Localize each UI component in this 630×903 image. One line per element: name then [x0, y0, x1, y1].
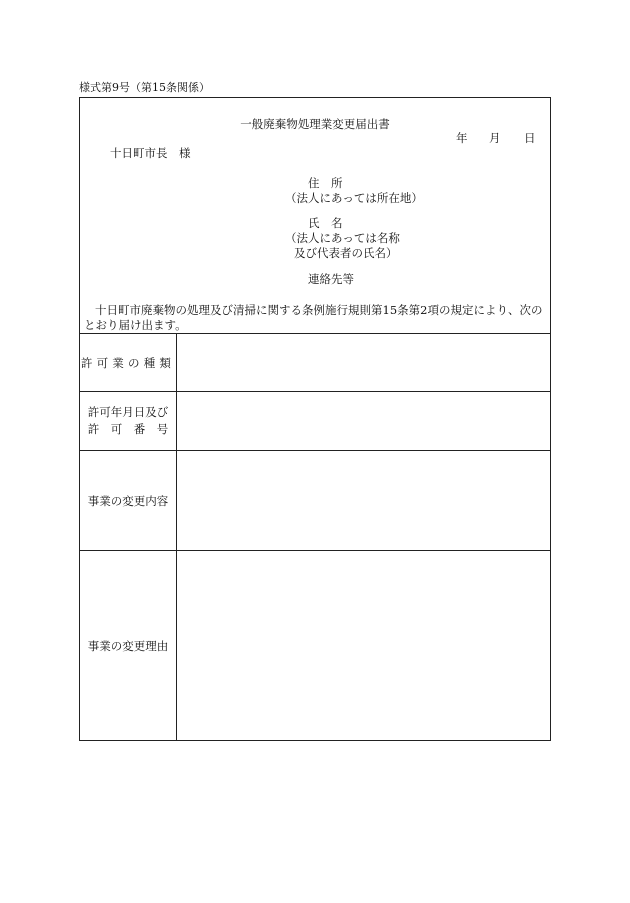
name-note-line1: （法人にあっては名称: [285, 231, 400, 245]
date-year: 年: [456, 131, 468, 145]
address-label: 住 所: [308, 176, 343, 190]
contact-label: 連絡先等: [308, 272, 354, 286]
date-month: 月: [489, 131, 501, 145]
body-line-2: とおり届け出ます。: [84, 318, 187, 332]
name-note-line2: 及び代表者の氏名）: [294, 246, 398, 260]
notification-form: [79, 97, 551, 741]
permit-date-number-value[interactable]: [177, 392, 550, 450]
row-label-change-reason: [80, 551, 176, 740]
name-label: 氏 名: [308, 216, 343, 230]
change-reason-value[interactable]: [177, 551, 550, 740]
form-number: 様式第9号（第15条関係）: [79, 81, 210, 94]
change-content-value[interactable]: [177, 451, 550, 550]
form-title: 一般廃棄物処理業変更届出書: [240, 117, 390, 131]
permit-date-label-line2: 許 可 番 号: [87, 422, 169, 436]
change-reason-label: 事業の変更理由: [87, 638, 169, 653]
date-day: 日: [524, 131, 536, 145]
address-note: （法人にあっては所在地）: [285, 191, 423, 205]
body-line-1: 十日町市廃棄物の処理及び清掃に関する条例施行規則第15条第2項の規定により、次の: [95, 303, 543, 317]
row-label-change-content: [80, 451, 176, 550]
row-label-permit-type: [80, 334, 176, 391]
permit-type-label: 許可業の種類: [80, 355, 176, 370]
row-label-permit-date-number: [80, 392, 176, 450]
permit-date-label-line1: 許可年月日及び: [87, 405, 169, 419]
change-content-label: 事業の変更内容: [87, 493, 169, 508]
recipient: 十日町市長 様: [110, 146, 191, 160]
permit-type-value[interactable]: [177, 334, 550, 391]
